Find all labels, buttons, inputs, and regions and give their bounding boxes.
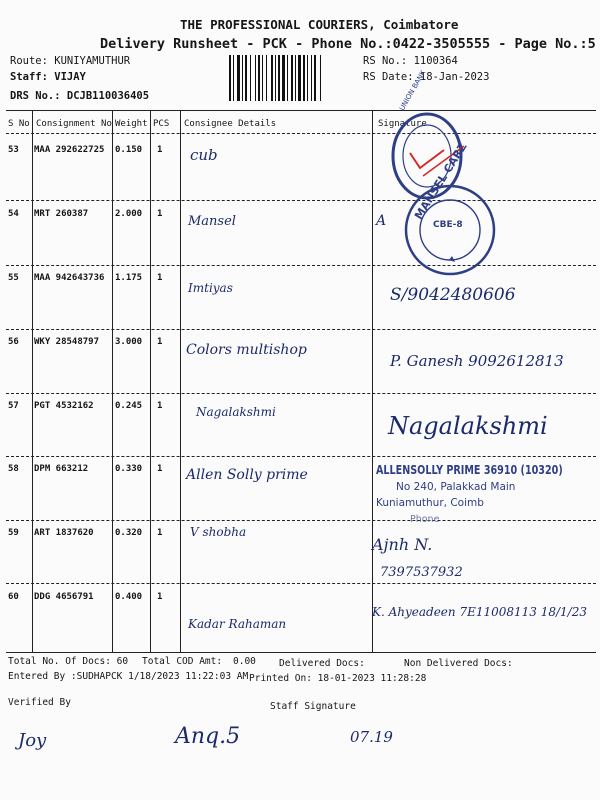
row-consignment: DPM 663212 — [34, 464, 89, 474]
row-consignee: Allen Solly prime — [186, 467, 308, 483]
row-consignee: Imtiyas — [188, 281, 233, 295]
non-delivered-docs: Non Delivered Docs: — [404, 658, 513, 669]
row-divider — [6, 520, 596, 521]
row-weight: 2.000 — [115, 209, 143, 219]
total-docs: Total No. Of Docs: 60 — [8, 656, 129, 667]
row-consignee: Kadar Rahaman — [188, 617, 287, 631]
mansel-carz-stamp — [400, 182, 500, 278]
runsheet-subtitle: Delivery Runsheet - PCK - Phone No.:0422-3505555 - Page No.:5 — [100, 36, 596, 52]
row-consignee: cub — [190, 146, 218, 164]
col-header-consignment: Consignment No — [36, 119, 112, 129]
staff-signature: Anq.5 — [175, 724, 241, 749]
row-sno: 54 — [8, 209, 19, 219]
rs-number: RS No.: 1100364 — [363, 55, 458, 67]
row-sno: 53 — [8, 145, 19, 155]
verifier-signature: Joy — [18, 730, 47, 751]
row-sno: 58 — [8, 464, 19, 474]
row-divider — [6, 456, 596, 457]
row-consignee: Nagalakshmi — [196, 405, 276, 419]
row-pcs: 1 — [157, 145, 163, 155]
runsheet-title: THE PROFESSIONAL COURIERS, Coimbatore — [180, 17, 459, 32]
staff-label: Staff: VIJAY — [10, 71, 86, 83]
receiver-signature: S/9042480606 — [390, 285, 516, 305]
total-cod-value: 0.00 — [233, 656, 256, 667]
mansel-carz-code: CBE-8 — [433, 220, 463, 230]
row-divider — [6, 393, 596, 394]
row-weight: 0.400 — [115, 592, 143, 602]
entered-by: Entered By :SUDHAPCK 1/18/2023 11:22:03 AM — [8, 671, 249, 682]
row-sno: 60 — [8, 592, 19, 602]
row-sno: 57 — [8, 401, 19, 411]
row-weight: 1.175 — [115, 273, 143, 283]
mansel-carz-text: MANSEL CARZ — [412, 140, 470, 222]
table-top-rule — [6, 110, 596, 111]
row-pcs: 1 — [157, 464, 163, 474]
table-bottom-rule — [6, 652, 596, 653]
column-divider — [150, 110, 151, 652]
printed-on: Printed On: 18-01-2023 11:28:28 — [249, 673, 427, 684]
row-divider — [6, 583, 596, 584]
allensolly-stamp-line3: Kuniamuthur, Coimb — [376, 497, 484, 509]
allensolly-stamp-line2: No 240, Palakkad Main — [396, 481, 516, 493]
row-consignment: WKY 28548797 — [34, 337, 100, 347]
receiver-signature: 7397537932 — [380, 565, 463, 580]
row-divider — [6, 265, 596, 266]
row-pcs: 1 — [157, 401, 163, 411]
staff-signature-code: 07.19 — [350, 728, 393, 746]
header-rule — [6, 133, 596, 134]
row-weight: 3.000 — [115, 337, 143, 347]
row-pcs: 1 — [157, 592, 163, 602]
row-sno: 56 — [8, 337, 19, 347]
row-consignment: MAA 942643736 — [34, 273, 105, 283]
receiver-signature: Nagalakshmi — [388, 412, 548, 440]
row-consignment: DDG 4656791 — [34, 592, 94, 602]
row-weight: 0.330 — [115, 464, 143, 474]
row-consignment: MRT 260387 — [34, 209, 89, 219]
column-divider — [32, 110, 33, 652]
row-consignee: V shobha — [190, 525, 247, 539]
receiver-signature: P. Ganesh 9092612813 — [390, 352, 564, 370]
column-divider — [112, 110, 113, 652]
total-cod-label: Total COD Amt: — [142, 656, 223, 667]
barcode — [229, 55, 353, 101]
row-divider — [6, 200, 596, 201]
drs-number: DRS No.: DCJB110036405 — [10, 90, 150, 102]
column-divider — [180, 110, 181, 652]
union-bank-stamp-text: UNION BANK — [398, 69, 428, 112]
col-header-weight: Weight — [115, 119, 148, 129]
row-divider — [6, 329, 596, 330]
receiver-signature: K. Ahyeadeen 7E11008113 18/1/23 — [372, 605, 587, 619]
row-sno: 55 — [8, 273, 19, 283]
row-consignment: PGT 4532162 — [34, 401, 94, 411]
handwritten-mark: A — [376, 213, 387, 229]
row-sno: 59 — [8, 528, 19, 538]
verified-by-label: Verified By — [8, 697, 71, 708]
allensolly-stamp-line1: ALLENSOLLY PRIME 36910 (10320) — [376, 463, 563, 477]
route-label: Route: KUNIYAMUTHUR — [10, 55, 131, 67]
delivered-docs: Delivered Docs: — [279, 658, 365, 669]
col-header-pcs: PCS — [153, 119, 170, 129]
row-weight: 0.320 — [115, 528, 143, 538]
handwritten-signature-mark: Ajnh N. — [372, 535, 433, 554]
col-header-signature: Signature — [378, 119, 427, 129]
row-pcs: 1 — [157, 337, 163, 347]
row-pcs: 1 — [157, 209, 163, 219]
row-consignee: Mansel — [188, 214, 236, 229]
row-consignment: MAA 292622725 — [34, 145, 105, 155]
rs-date: RS Date: 18-Jan-2023 — [363, 71, 490, 83]
staff-signature-label: Staff Signature — [270, 701, 356, 712]
row-weight: 0.150 — [115, 145, 143, 155]
col-header-sno: S No — [8, 119, 30, 129]
column-divider — [372, 110, 373, 652]
col-header-consignee: Consignee Details — [184, 119, 277, 129]
row-pcs: 1 — [157, 273, 163, 283]
row-weight: 0.245 — [115, 401, 143, 411]
allensolly-stamp-line4: Phone — [410, 514, 440, 525]
row-pcs: 1 — [157, 528, 163, 538]
row-consignment: ART 1837620 — [34, 528, 94, 538]
row-consignee: Colors multishop — [186, 342, 307, 358]
